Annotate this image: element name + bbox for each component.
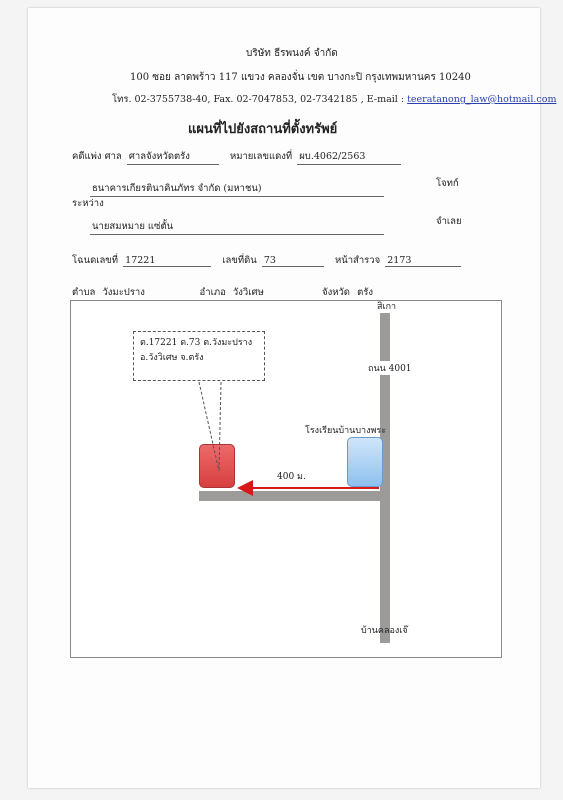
location-row (72, 280, 419, 301)
district-value: วังวิเศษ (231, 285, 311, 301)
between-label: ระหว่าง (72, 198, 104, 209)
callout-pointer-left (199, 382, 219, 471)
subdistrict-value: วังมะปราง (100, 285, 188, 301)
plaintiff-role: โจทก์ (436, 178, 459, 189)
company-address: 100 ซอย ลาดพร้าว 117 แขวง คลองจั่น เขต บางกะปิ กรุงเทพมหานคร 10240 (130, 72, 471, 83)
label-sikao: สิเกา (377, 302, 397, 312)
land-number-value: 73 (262, 255, 324, 267)
label-ban-khlong: บ้านคลองเจ๊ (361, 626, 408, 636)
case-number-value: ผบ.4062/2563 (297, 149, 401, 165)
deed-row (72, 248, 461, 268)
defendant-row (90, 214, 384, 235)
location-map (70, 300, 502, 658)
province-value: ตรัง (355, 285, 419, 301)
callout-pointer-right (219, 382, 221, 471)
school-label: โรงเรียนบ้านบางพระ (305, 426, 387, 436)
page-title: แผนที่ไปยังสถานที่ตั้งทรัพย์ (188, 122, 338, 137)
case-label: คดีแพ่ง ศาล (72, 151, 122, 162)
callout-line-2: อ.วังวิเศษ จ.ตรัง (140, 353, 204, 363)
email-link[interactable]: teeratanong_law@hotmail.com (407, 94, 557, 105)
survey-label: หน้าสำรวจ (334, 255, 381, 266)
plaintiff-row (90, 176, 384, 197)
survey-number-value: 2173 (385, 255, 461, 267)
court-value: ศาลจังหวัดตรัง (127, 149, 219, 165)
case-row (72, 144, 401, 165)
road-name-label: ถนน 4001 (368, 361, 412, 375)
district-label: อำเภอ (199, 287, 226, 298)
land-number-label: เลขที่ดิน (222, 255, 257, 266)
number-label: หมายเลขแดงที่ (229, 151, 293, 162)
company-contact (112, 92, 556, 107)
contact-phone-fax: โทร. 02-3755738-40, Fax. 02-7047853, 02-7342185 , E-mail : (112, 94, 405, 105)
deed-number-value: 17221 (123, 255, 211, 267)
deed-label: โฉนดเลขที่ (72, 255, 119, 266)
plaintiff-value: ธนาคารเกียรตินาคินภัทร จำกัด (มหาชน) (90, 181, 384, 197)
callout-line-1: ต.17221 ด.73 ต.วังมะปราง (140, 338, 253, 348)
province-label: จังหวัด (322, 287, 350, 298)
document-page (28, 8, 557, 788)
company-name: บริษัท ธีรพนงค์ จำกัด (246, 48, 338, 59)
distance-label: 400 ม. (277, 472, 306, 482)
defendant-role: จำเลย (436, 216, 462, 227)
subdistrict-label: ตำบล (72, 287, 96, 298)
defendant-value: นายสมหมาย แซ่ตั้น (90, 219, 384, 235)
